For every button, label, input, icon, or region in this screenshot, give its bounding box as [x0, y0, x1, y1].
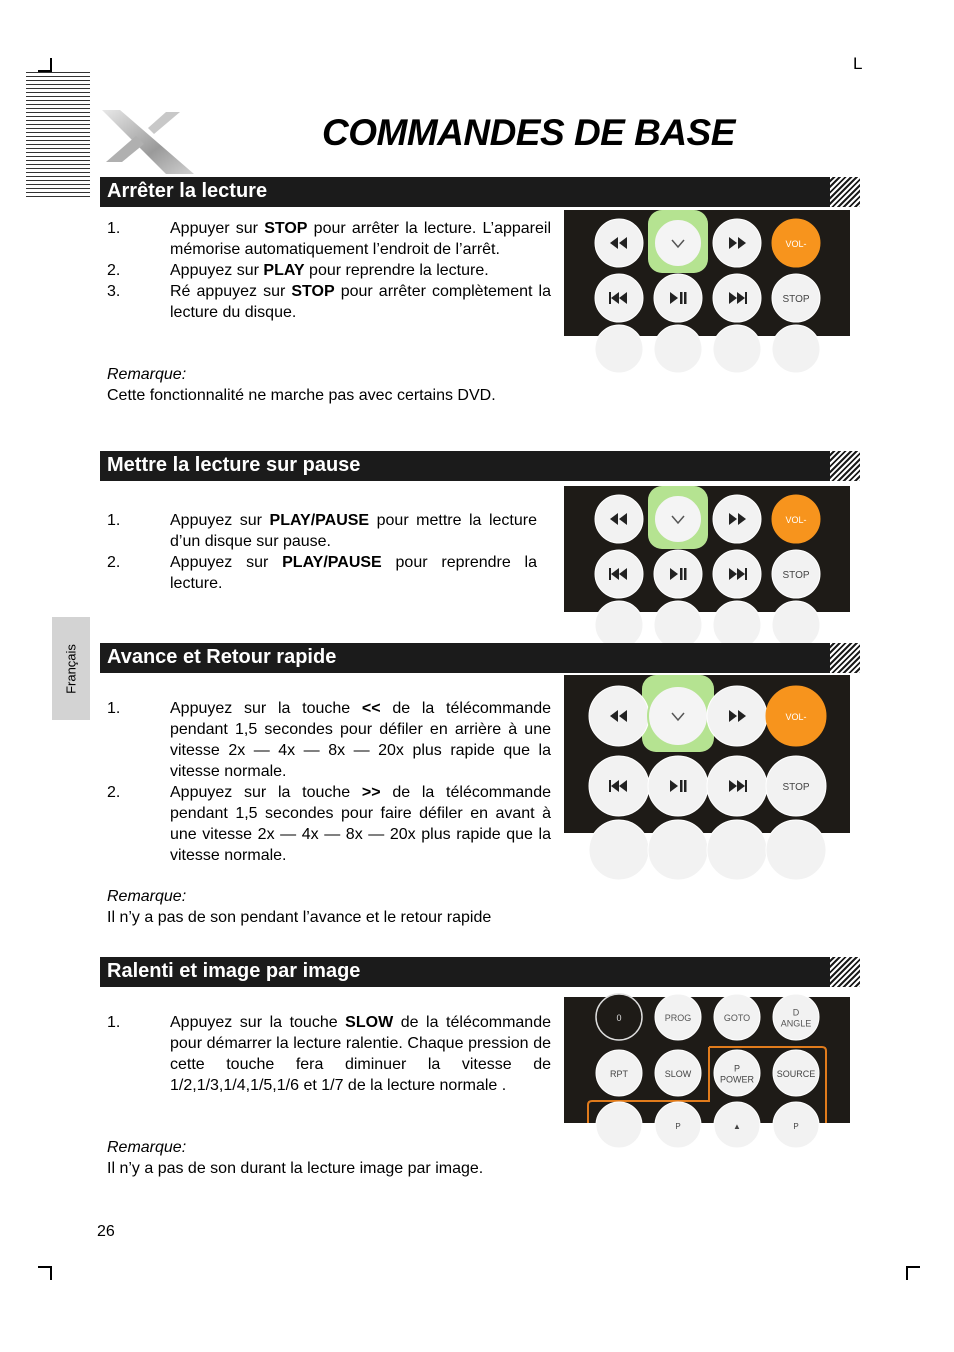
button-label: STOP	[782, 782, 810, 793]
remote-button-partial	[772, 601, 820, 649]
step-item	[107, 260, 551, 281]
step-text	[170, 281, 551, 323]
bar-hatch	[830, 643, 860, 673]
step-fragment: Appuyez sur	[170, 554, 283, 571]
section-heading: Arrêter la lecture	[107, 180, 268, 202]
remote-button-partial	[713, 325, 761, 373]
vol-down-button	[772, 219, 820, 267]
step-item	[107, 1012, 551, 1096]
remote-button-partial	[655, 1102, 701, 1148]
steps-list	[107, 510, 537, 594]
remote-image-transport	[564, 675, 850, 833]
note-text: Cette fonctionnalité ne marche pas avec certains DVD.	[107, 387, 496, 404]
button-label: VOL-	[785, 239, 807, 249]
step-fragment: pour arrêter complètement la lecture du disque.	[170, 283, 552, 321]
rpt-button	[596, 1050, 642, 1096]
step-fragment: pour reprendre la lecture.	[170, 554, 538, 592]
button-label: ▲	[733, 1122, 741, 1131]
section-bar-slow	[100, 957, 860, 987]
remote-button-partial	[654, 325, 702, 373]
step-keyword: PLAY	[263, 262, 305, 279]
step-number: 2.	[107, 784, 121, 801]
rewind-icon	[595, 219, 643, 267]
step-fragment: pour arrêter la lecture. L’appareil mémorise automatiquement l’endroit de l’arrêt.	[170, 220, 551, 258]
brand-logo	[96, 104, 196, 178]
slow-button	[655, 1050, 701, 1096]
step-fragment: pour mettre la lecture d’un disque sur pause.	[170, 512, 537, 550]
step-item	[107, 782, 551, 866]
step-keyword: <<	[361, 700, 381, 717]
button-label: VOL-	[785, 515, 807, 525]
fast-forward-icon	[713, 219, 761, 267]
step-number: 2.	[107, 554, 121, 571]
step-keyword: PLAY/PAUSE	[282, 554, 382, 571]
prog-button	[655, 994, 701, 1040]
button-label: PROG	[664, 1013, 692, 1023]
note-block	[107, 1137, 483, 1179]
page-number: 26	[97, 1223, 115, 1240]
button-label: STOP	[782, 570, 810, 581]
button-label: P	[733, 1063, 741, 1074]
step-text	[170, 552, 537, 594]
note-block	[107, 886, 491, 928]
note-label: Remarque:	[107, 888, 187, 905]
step-number: 3.	[107, 283, 121, 300]
steps-list	[107, 698, 551, 866]
remote-button-partial	[713, 601, 761, 649]
button-label: GOTO	[723, 1013, 751, 1023]
step-keyword: >>	[361, 784, 381, 801]
next-icon	[713, 274, 761, 322]
crop-mark-top-left-v	[50, 58, 52, 72]
button-label: RPT	[610, 1069, 628, 1079]
step-keyword: PLAY/PAUSE	[269, 512, 370, 529]
step-item	[107, 218, 551, 260]
stop-button	[766, 756, 826, 816]
rewind-icon	[589, 686, 649, 746]
previous-icon	[595, 550, 643, 598]
down-chevron-icon	[654, 219, 702, 267]
previous-icon	[595, 274, 643, 322]
down-chevron-icon	[654, 495, 702, 543]
button-label: VOL-	[785, 712, 807, 722]
rewind-icon	[595, 495, 643, 543]
step-text	[170, 218, 551, 260]
remote-button-partial	[714, 1102, 760, 1148]
step-keyword: STOP	[264, 220, 308, 237]
button-label: POWER	[719, 1074, 755, 1085]
step-fragment: Appuyez sur la touche	[170, 1014, 346, 1031]
note-text: Il n’y a pas de son pendant l’avance et le retour rapide	[107, 909, 492, 926]
step-text	[170, 260, 551, 281]
section-heading: Avance et Retour rapide	[107, 646, 337, 668]
step-keyword: SLOW	[345, 1014, 394, 1031]
remote-button-partial	[648, 820, 708, 880]
step-item	[107, 698, 551, 782]
button-label: SOURCE	[776, 1069, 816, 1079]
digit-0-button	[596, 994, 642, 1040]
step-fragment: de la télécommande pendant 1,5 secondes pour défiler en arrière à une vitesse 2x — 4x — 8x — 20x plus rapide que la vitesse normale.	[170, 700, 552, 780]
remote-button-partial	[766, 820, 826, 880]
step-fragment: Appuyez sur la touche	[170, 700, 362, 717]
step-item	[107, 510, 537, 552]
section-bar-fast	[100, 643, 860, 673]
step-text	[170, 782, 551, 866]
step-text	[170, 1012, 551, 1096]
button-label: P	[793, 1122, 799, 1131]
button-label: STOP	[782, 294, 810, 305]
play-pause-icon	[654, 274, 702, 322]
note-block	[107, 364, 496, 406]
crop-mark-bottom-right-v	[906, 1266, 908, 1280]
remote-button-partial	[654, 601, 702, 649]
steps-list	[107, 218, 551, 323]
play-pause-icon	[648, 756, 708, 816]
step-fragment: de la télécommande pour démarrer la lecture ralentie. Chaque pression de cette touche fera diminuer la vitesse de 1/2,1/3,1/4,1/5,1/6 et 1/7 de la lecture normale .	[170, 1014, 552, 1094]
bar-hatch	[830, 451, 860, 481]
step-fragment: Appuyez sur	[170, 262, 264, 279]
stop-button	[772, 550, 820, 598]
button-label: SLOW	[664, 1069, 692, 1079]
previous-icon	[589, 756, 649, 816]
step-item	[107, 281, 551, 323]
button-label: ANGLE	[780, 1018, 812, 1029]
fast-forward-icon	[707, 686, 767, 746]
step-fragment: pour reprendre la lecture.	[304, 262, 489, 279]
note-label: Remarque:	[107, 1139, 187, 1156]
step-number: 1.	[107, 512, 121, 529]
step-fragment: Appuyez sur	[170, 512, 270, 529]
source-button	[773, 1050, 819, 1096]
step-number: 1.	[107, 220, 121, 237]
step-item	[107, 552, 537, 594]
remote-image-transport	[564, 486, 850, 612]
note-label: Remarque:	[107, 366, 187, 383]
step-keyword: STOP	[291, 283, 335, 300]
language-tab-label: Français	[63, 643, 79, 694]
remote-button-partial	[595, 601, 643, 649]
remote-image-transport	[564, 210, 850, 336]
remote-button-partial	[595, 325, 643, 373]
step-text	[170, 510, 537, 552]
remote-button-partial	[772, 325, 820, 373]
page-title: COMMANDES DE BASE	[322, 112, 735, 153]
steps-list	[107, 1012, 551, 1096]
bar-hatch	[830, 177, 860, 207]
p-power-button	[714, 1050, 760, 1096]
step-fragment: Ré appuyez sur	[170, 283, 292, 300]
next-icon	[713, 550, 761, 598]
stop-button	[772, 274, 820, 322]
remote-button-partial	[773, 1102, 819, 1148]
language-tab	[52, 617, 90, 720]
remote-button-partial	[707, 820, 767, 880]
remote-image-slow	[564, 997, 850, 1131]
step-number: 1.	[107, 1014, 121, 1031]
corner-mark: L	[853, 54, 863, 73]
crop-mark-bottom-right-h	[906, 1266, 920, 1268]
step-number: 2.	[107, 262, 121, 279]
button-label: D	[792, 1007, 800, 1018]
vol-down-button	[772, 495, 820, 543]
d-angle-button	[773, 994, 819, 1040]
section-heading: Ralenti et image par image	[107, 960, 361, 982]
note-text: Il n’y a pas de son durant la lecture image par image.	[107, 1160, 484, 1177]
crop-mark-bottom-left-v	[50, 1266, 52, 1280]
decorative-stripes	[26, 72, 90, 200]
section-heading: Mettre la lecture sur pause	[107, 454, 361, 476]
step-fragment: de la télécommande pendant 1,5 secondes pour faire défiler en avant à une vitesse 2x — 4x — 8x — 20x plus rapide que la vitesse normale.	[170, 784, 552, 864]
button-label: 0	[616, 1013, 622, 1023]
remote-button-partial	[596, 1102, 642, 1148]
remote-button-partial	[589, 820, 649, 880]
section-bar-pause	[100, 451, 860, 481]
next-icon	[707, 756, 767, 816]
bar-hatch	[830, 957, 860, 987]
play-pause-icon	[654, 550, 702, 598]
section-bar-stop	[100, 177, 860, 207]
step-fragment: Appuyer sur	[170, 220, 265, 237]
step-number: 1.	[107, 700, 121, 717]
step-fragment: Appuyez sur la touche	[170, 784, 362, 801]
fast-forward-icon	[713, 495, 761, 543]
step-text	[170, 698, 551, 782]
button-label: P	[675, 1122, 681, 1131]
goto-button	[714, 994, 760, 1040]
vol-down-button	[766, 686, 826, 746]
down-chevron-icon	[648, 686, 708, 746]
